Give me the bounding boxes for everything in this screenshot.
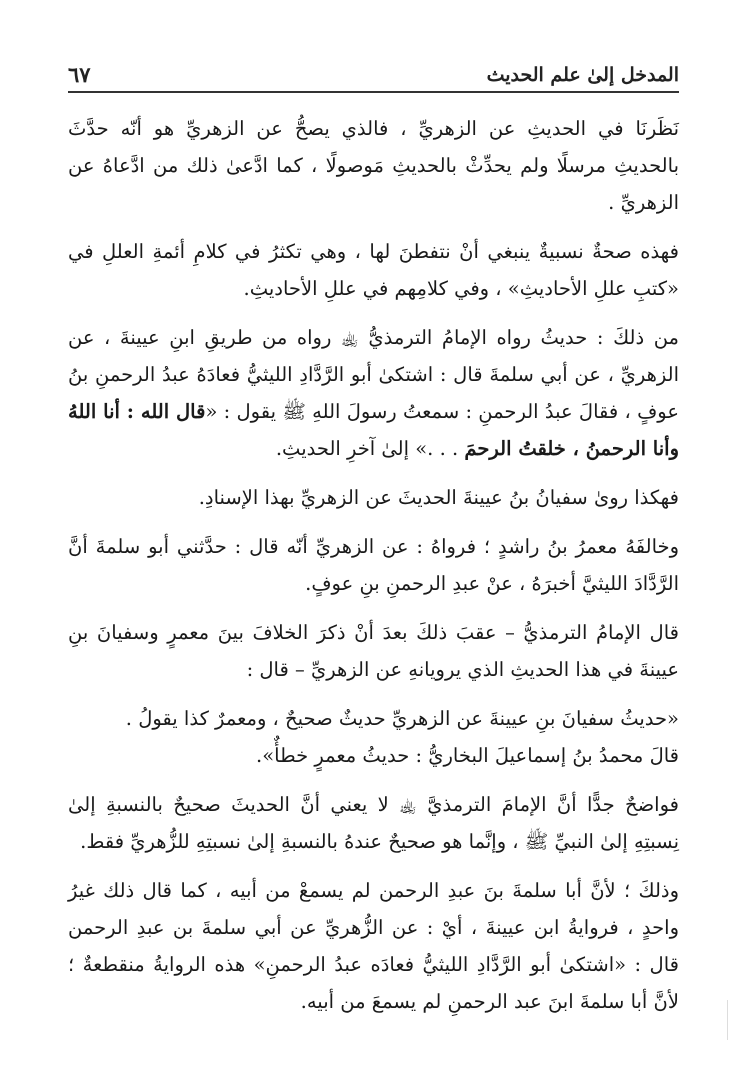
page-number: ٦٧ xyxy=(68,62,91,87)
quote-line: قالَ محمدُ بنُ إسماعيلَ البخاريُّ : حديثُ معمرٍ خطأٌ». xyxy=(256,744,679,767)
page-body xyxy=(68,110,679,1032)
running-title: المدخل إلىٰ علم الحديث xyxy=(486,64,679,86)
paragraph-text: قال الإمامُ الترمذيُّ – عقبَ ذلكَ بعدَ أنْ ذكرَ الخلافَ بينَ معمرٍ وسفيانَ بنِ عيينةَ في هذا الحديثِ الذي يرويانهِ عن الزهريِّ – قال : xyxy=(68,621,679,681)
paragraph-6 xyxy=(68,614,679,688)
paragraph-text: فواضحٌ جدًّا أنَّ الإمامَ الترمذيَّ ﵀ لا يعني أنَّ الحديثَ صحيحٌ بالنسبةِ إلىٰ نِسبتِهِ إلىٰ النبيِّ ﷺ ، وإنَّما هو صحيحٌ عندهُ بالنسبةِ إلىٰ نسبتِهِ للزُّهريِّ فقط. xyxy=(68,793,679,853)
paragraph-9 xyxy=(68,872,679,1020)
paragraph-7-quote xyxy=(68,700,679,774)
paragraph-text: من ذلكَ : حديثُ رواه الإمامُ الترمذيُّ ﵀ رواه من طريقِ ابنِ عيينةَ ، عن الزهريِّ ، عن أبي سلمةَ قال : اشتكىٰ أبو الرَّدَّادِ الليثيُّ فعادَهُ عبدُ الرحمنِ بنُ عوفٍ ، فقالَ عبدُ الرحمنِ : سمعتُ رسولَ اللهِ ﷺ يقول : « xyxy=(68,326,679,423)
header-rule xyxy=(68,91,679,93)
paragraph-text: نَظَرنَا في الحديثِ عن الزهريِّ ، فالذي يصحُّ عن الزهريِّ هو أنّه حدَّثَ بالحديثِ مرسلًا ولم يحدِّثْ بالحديثِ مَوصولًا ، كما ادَّعىٰ ذلك من ادَّعاهُ عن الزهريِّ . xyxy=(68,117,679,214)
paragraph-text: وخالفَهُ معمرُ بنُ راشدٍ ؛ فرواهُ : عن الزهريِّ أنّه قال : حدَّثني أبو سلمةَ أنَّ الرَّدَّادَ الليثيَّ أخبرَهُ ، عنْ عبدِ الرحمنِ بنِ عوفٍ. xyxy=(68,535,679,595)
hadith-quote-bold: قال الله : أنا اللهُ وأنا الرحمنُ ، خلقتُ الرحمَ xyxy=(68,400,679,460)
paragraph-1 xyxy=(68,110,679,221)
paragraph-8 xyxy=(68,786,679,860)
paragraph-text: فهذه صحةٌ نسبيةٌ ينبغي أنْ نتفطنَ لها ، وهي تكثرُ في كلامِ أئمةِ العللِ في «كتبِ عللِ الأحاديثِ» ، وفي كلامِهم في عللِ الأحاديثِ. xyxy=(68,240,679,300)
page-edge-mark xyxy=(727,1000,728,1040)
paragraph-2 xyxy=(68,233,679,307)
quote-line: «حديثُ سفيانَ بنِ عيينةَ عن الزهريِّ حديثٌ صحيحٌ ، ومعمرٌ كذا يقولُ . xyxy=(125,707,679,730)
paragraph-4 xyxy=(68,479,679,516)
page-header xyxy=(68,56,679,88)
paragraph-3 xyxy=(68,319,679,467)
paragraph-text: فهكذا روىٰ سفيانُ بنُ عيينةَ الحديثَ عن الزهريِّ بهذا الإسنادِ. xyxy=(198,486,679,509)
paragraph-text: . . .» إلىٰ آخرِ الحديثِ. xyxy=(275,437,465,460)
paragraph-text: وذلكَ ؛ لأنَّ أبا سلمةَ بنَ عبدِ الرحمن لم يسمعْ من أبيه ، كما قال ذلك غيرُ واحدٍ ، فروايةُ ابن عيينةَ ، أيْ : عن الزُّهريِّ عن أبي سلمةَ بن عبدِ الرحمن قال : «اشتكىٰ أبو الرَّدَّادِ الليثيُّ فعادَه عبدُ الرحمنِ» هذه الروايةُ منقطعةٌ ؛ لأنَّ أبا سلمةَ ابنَ عبد الرحمنِ لم يسمعَ من أبيه. xyxy=(68,879,679,1013)
paragraph-5 xyxy=(68,528,679,602)
